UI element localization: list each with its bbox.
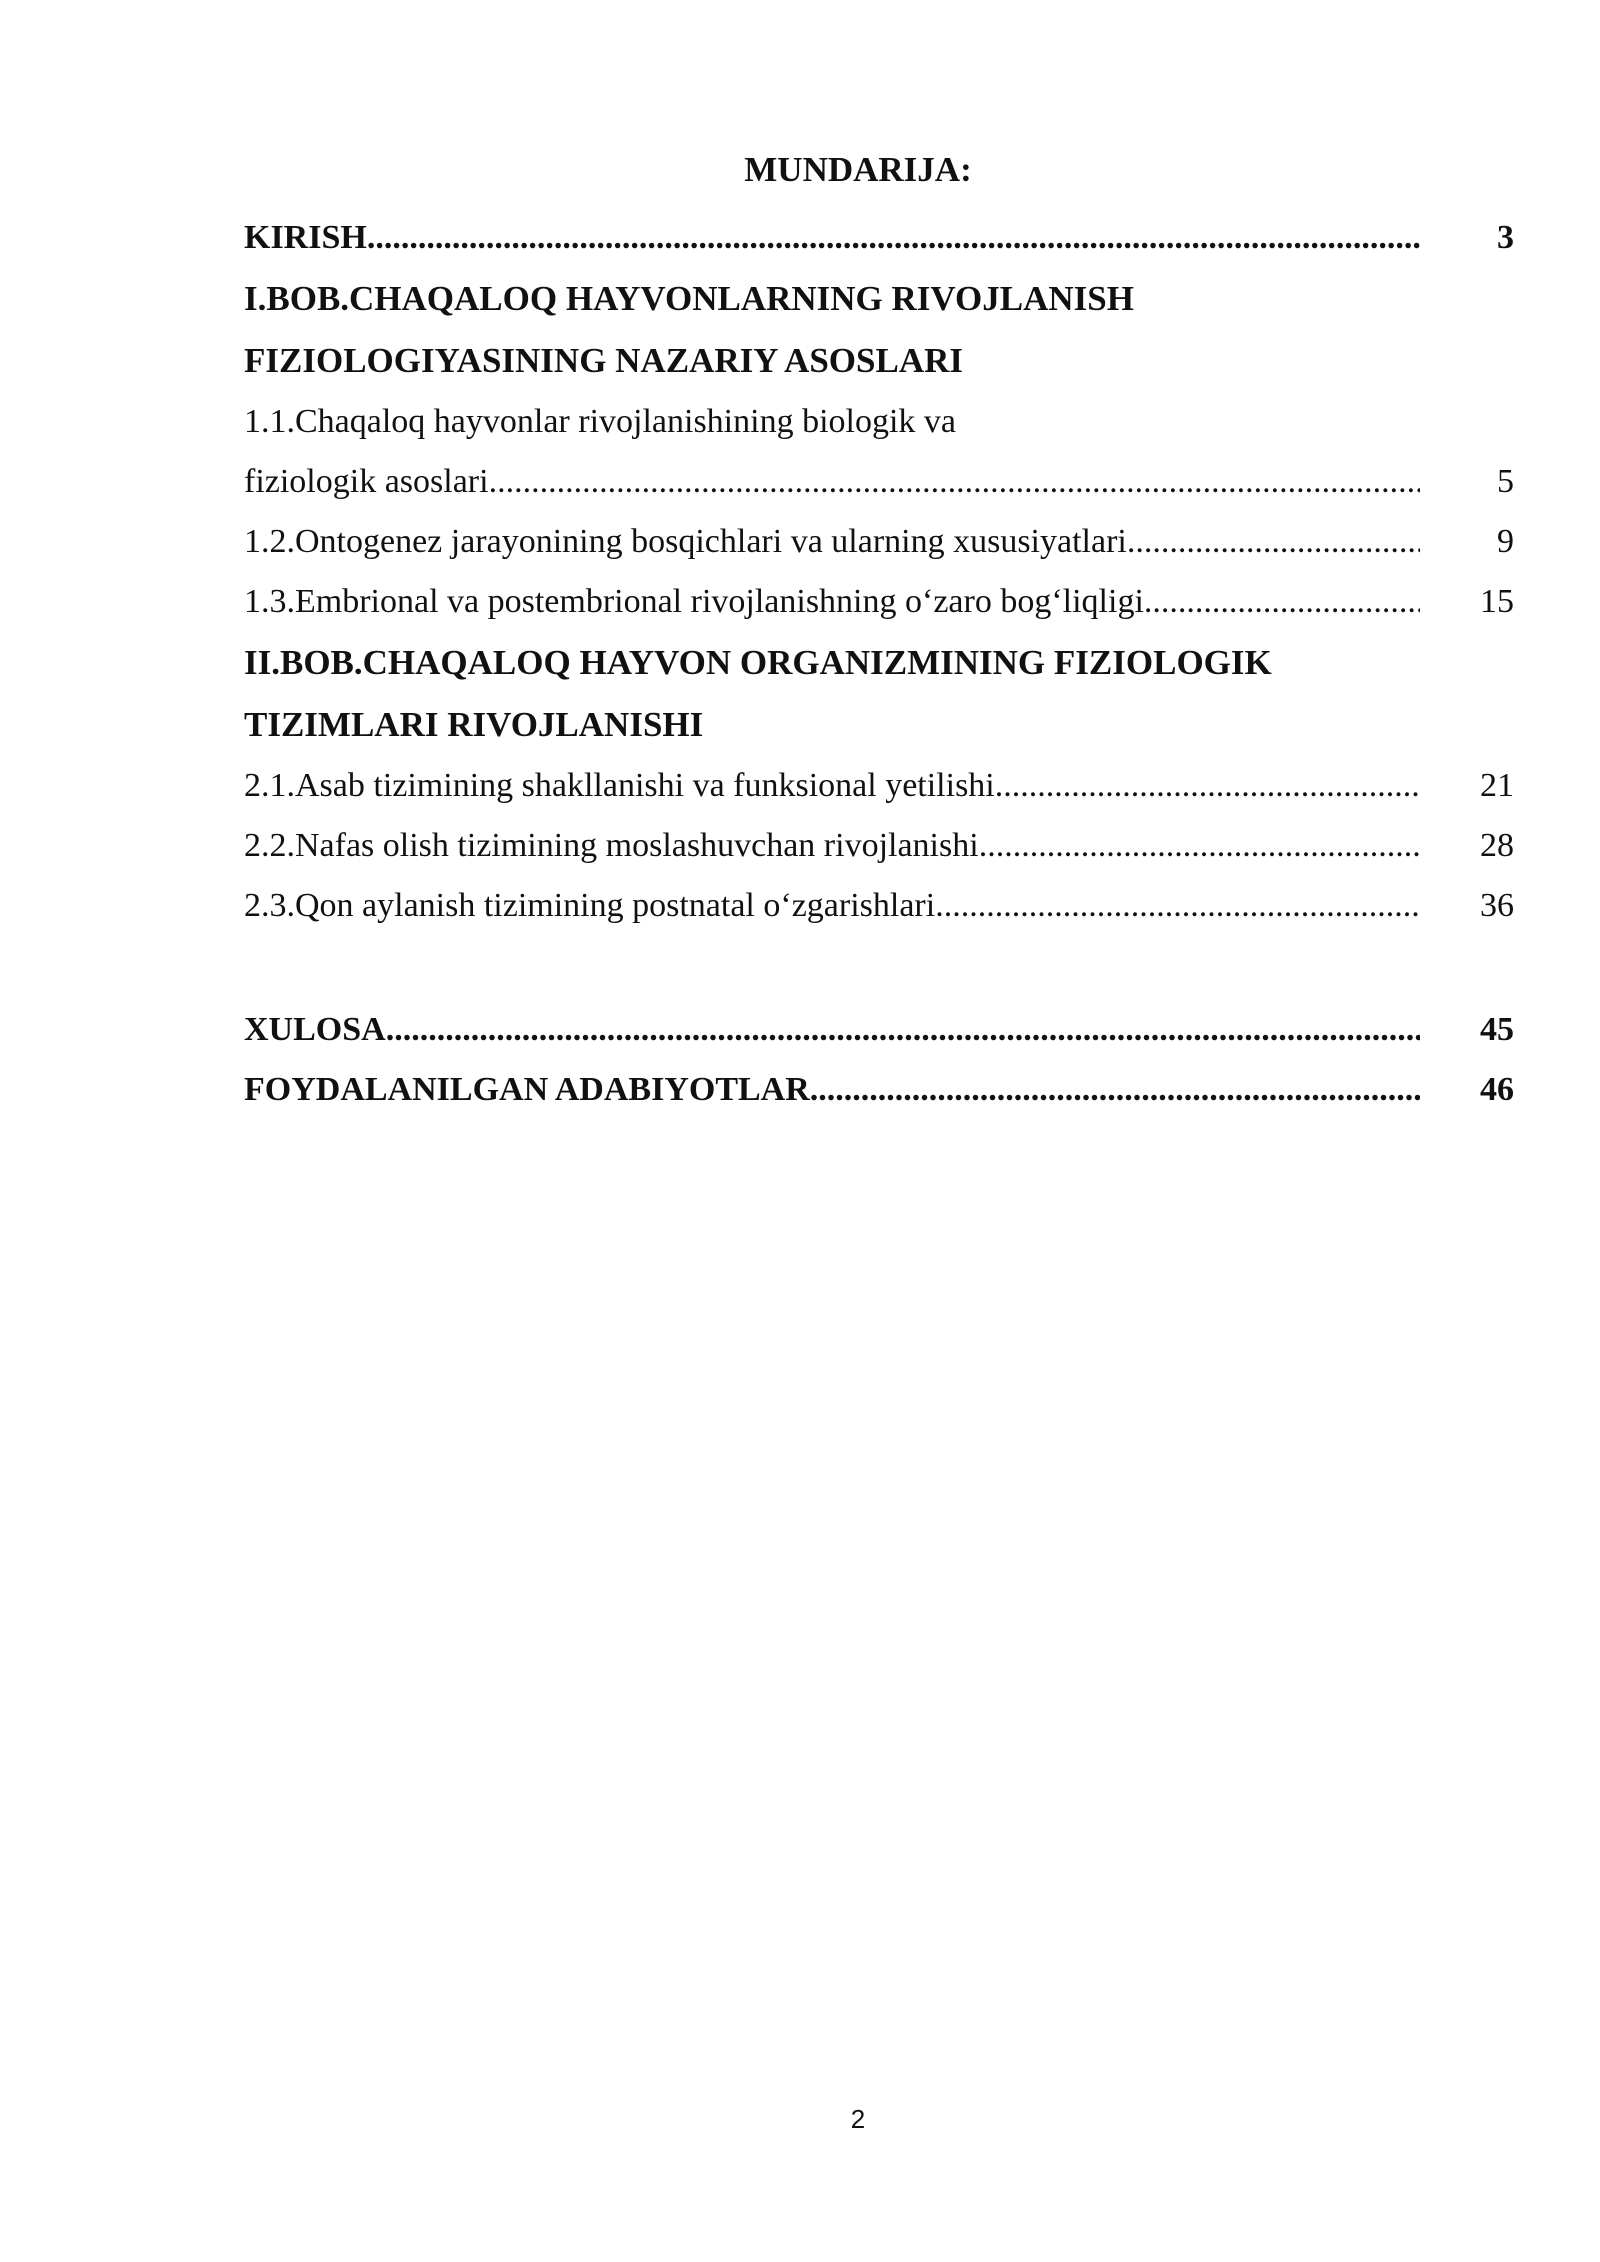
dot-leader [386,1000,1420,1060]
toc-entry-label: 2.3.Qon aylanish tizimining postnatal o‘zgarishlari [244,887,936,924]
toc-page-number: 46 [1480,1071,1514,1108]
toc-entry-2-3[interactable] [244,876,1514,936]
toc-page-number: 5 [1497,463,1514,500]
toc-page-number: 28 [1480,827,1514,864]
chapter-2-heading-line-1[interactable]: II.BOB.CHAQALOQ HAYVON ORGANIZMINING FIZIOLOGIK [244,643,1272,682]
dot-leader [995,756,1420,816]
toc-entry-label: XULOSA [244,1011,386,1048]
toc-page-number: 3 [1497,219,1514,256]
toc-entry-label: 2.2.Nafas olish tizimining moslashuvchan rivojlanishi [244,827,979,864]
toc-entry-1-3[interactable] [244,572,1514,632]
toc-entry-1-1[interactable] [244,452,1514,512]
table-of-contents [244,208,1514,1120]
toc-entry-label: FOYDALANILGAN ADABIYOTLAR [244,1071,810,1108]
chapter-1-heading-line-2[interactable]: FIZIOLOGIYASINING NAZARIY ASOSLARI [244,341,963,380]
toc-entry-1-2[interactable] [244,512,1514,572]
page-number: 2 [850,2104,866,2134]
toc-entry-2-1[interactable] [244,756,1514,816]
toc-page-number: 36 [1480,887,1514,924]
toc-entry-label: 1.3.Embrional va postembrional rivojlanishning o‘zaro bog‘liqligi [244,583,1144,620]
toc-entry-kirish[interactable] [244,208,1514,268]
toc-entry-2-2[interactable] [244,816,1514,876]
dot-leader [489,452,1420,512]
dot-leader [979,816,1420,876]
spacer [244,936,1514,1000]
toc-page-number: 9 [1497,523,1514,560]
toc-entry-label: KIRISH [244,219,367,256]
toc-entry-adabiyotlar[interactable] [244,1060,1514,1120]
dot-leader [367,208,1420,268]
toc-entry-label: 1.2.Ontogenez jarayonining bosqichlari va ularning xususiyatlari [244,523,1127,560]
dot-leader [1127,512,1420,572]
chapter-2-heading-line-2[interactable]: TIZIMLARI RIVOJLANISHI [244,705,704,744]
toc-page-number: 45 [1480,1011,1514,1048]
toc-entry-label: 2.1.Asab tizimining shakllanishi va funksional yetilishi [244,767,995,804]
dot-leader [935,876,1420,936]
dot-leader [810,1060,1420,1120]
dot-leader [1144,572,1420,632]
toc-entry-1-1-line-1[interactable]: 1.1.Chaqaloq hayvonlar rivojlanishining biologik va [244,403,957,440]
toc-entry-label: fiziologik asoslari [244,463,489,500]
toc-entry-xulosa[interactable] [244,1000,1514,1060]
chapter-1-heading-line-1[interactable]: I.BOB.CHAQALOQ HAYVONLARNING RIVOJLANISH [244,279,1134,318]
page-title: MUNDARIJA: [744,150,972,189]
toc-page-number: 21 [1480,767,1514,804]
toc-page-number: 15 [1480,583,1514,620]
